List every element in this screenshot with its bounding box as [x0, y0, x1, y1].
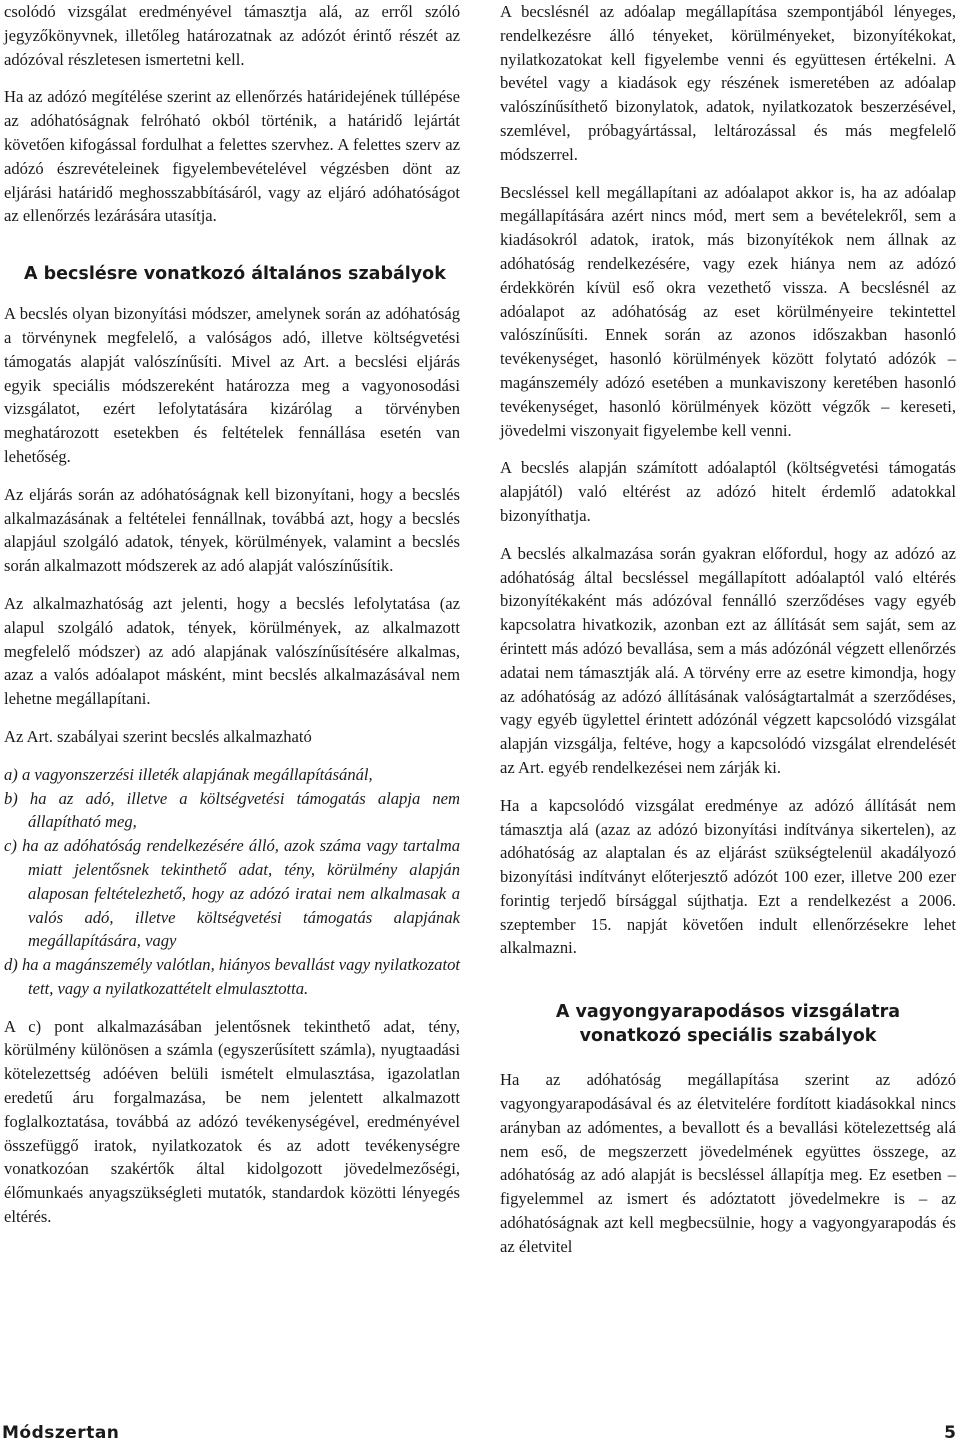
- section-heading: A becslésre vonatkozó általános szabályok: [24, 264, 446, 285]
- publication-name: Módszertan: [2, 1423, 120, 1443]
- right-column: [500, 0, 956, 1273]
- paragraph: Az Art. szabályai szerint becslés alkalmazható: [4, 726, 312, 746]
- list-item: b) ha az adó, illetve a költségvetési támogatás alapja nem állapítható meg,: [4, 788, 460, 832]
- paragraph: A becslésnél az adóalap megállapítása szempontjából lényeges, rendelkezésre álló tényeket, körülményeket, bizonyítékokat, nyilatkozatokat kell figyelembe venni és együttesen értékelni. A bevétel vagy a kiadások egy részének ismeretében az adóalap valószínűsíthető bizonylatok, adatok, nyilatkozatok beszerzésével, szemlével, próbagyártással, leltározással és más megfelelő módszerrel.: [500, 2, 956, 164]
- section-heading: [500, 1000, 956, 1048]
- paragraph: A becslés alapján számított adóalaptól (költségvetési támogatás alapjától) való eltérést az adózó hitelt érdemlő adatokkal bizonyíthatja.: [500, 458, 956, 525]
- list-item: d) ha a magánszemély valótlan, hiányos bevallást vagy nyilatkozatot tett, vagy a nyilatkozattételt elmulasztotta.: [4, 955, 460, 998]
- page-number: 5: [944, 1423, 956, 1443]
- list-item: a) a vagyonszerzési illeték alapjának megállapításánál,: [4, 764, 373, 784]
- paragraph: Az eljárás során az adóhatóságnak kell bizonyítani, hogy a becslés alkalmazásának a feltételei fennállnak, továbbá azt, hogy a becslés alapjául szolgáló adatok, tények, körülmények, valamint a becslés során alkalmazott módszerek az adó alapját valószínűsítik.: [4, 484, 460, 576]
- paragraph: A becslés olyan bizonyítási módszer, amelynek során az adóhatóság a törvénynek megfelelő, a valóságos adó, illetve költségvetési támogatás alapját valószínűsíti. Mivel az Art. a becslési eljárás egyik speciális módszereként határozza meg a vagyonosodási vizsgálatot, ezért lefolytatására kizárólag a törvényben meghatározott esetekben és feltételek fennállása esetén van lehetőség.: [4, 304, 460, 466]
- paragraph: Az alkalmazhatóság azt jelenti, hogy a becslés lefolytatása (az alapul szolgáló adatok, tények, körülmények, az alkalmazott megfelelő módszer) az adó alapjának valószínűsítésére alkalmas, azaz a valós adóalapot másként, mint becslés alkalmazásával nem lehetne megállapítani.: [4, 593, 460, 709]
- paragraph: A becslés alkalmazása során gyakran előfordul, hogy az adózó az adóhatóság által becsléssel megállapított adóalaptól való eltérés bizonyítékaként más adózóval fennálló szerződéses vagy egyéb kapcsolatra hivatkozik, azonban ezt az állítását sem saját, sem az érintett más adózó bevallása, sem a más adózónál végzett ellenőrzés adatai nem támasztják alá. A törvény erre az esetre kimondja, hogy az adóhatóság az adózó állításának valóságtartalmát a szerződéses, vagy egyéb ügylettel érintett adózónál végzett kapcsolódó vizsgálat alapján vizsgálja, feltéve, hogy a kapcsolódó vizsgálat elrendelését az Art. egyéb rendelkezései nem zárják ki.: [500, 543, 956, 777]
- heading-line: vonatkozó speciális szabályok: [579, 1026, 877, 1047]
- list-item: c) ha az adóhatóság rendelkezésére álló, azok száma vagy tartalma miatt jelentősnek tekinthető adat, tény, körülmény alapján alaposan feltételezhető, hogy az adózó iratai nem alkalmasak a valós adó, illetve költségvetési támogatás alapjának megállapítására, vagy: [4, 836, 460, 951]
- heading-line: A vagyongyarapodásos vizsgálatra: [555, 1002, 901, 1023]
- paragraph: Ha az adózó megítélése szerint az ellenőrzés határidejének túllépése az adóhatóságnak felróható okból történik, a határidő lejártát követően kifogással fordulhat a felettes szervhez. A felettes szerv az adózó észrevételeinek figyelembevételével végzésben dönt az eljárási határidő meghosszabbításáról, vagy az eljáró adóhatóságot az ellenőrzés lezárására utasítja.: [4, 87, 460, 226]
- paragraph: csolódó vizsgálat eredményével támasztja alá, az erről szóló jegyzőkönyvnek, illetőleg határozatnak az adózót érintő részét az adózóval részletesen ismertetni kell.: [4, 2, 460, 69]
- paragraph: A c) pont alkalmazásában jelentősnek tekinthető adat, tény, körülmény különösen a számla (egyszerűsített számla), nyugtaadási kötelezettség adóéven belüli ismételt elmulasztása, igazolatlan eredetű áru forgalmazása, be nem jelentett alkalmazott foglalkoztatása, továbbá az adózó tevékenységével, eredményével összefüggő iratok, nyilatkozatok és az adott tevékenységre vonatkozóan szakértők által kidolgozott jövedelmezőségi, élőmunkaés anyagszükségleti mutatók, standardok közötti lényegés eltérés.: [4, 1016, 460, 1227]
- paragraph: Ha a kapcsolódó vizsgálat eredménye az adózó állítását nem támasztja alá (azaz az adózó bizonyítási indítványa sikertelen), az adóhatóság az alaptalan és az eljárást szükségtelenül akadályozó bizonyítási indítványt előterjesztő adózót 100 ezer, illetve 200 ezer forintig terjedő bírsággal sújthatja. Ezt a rendelkezést a 2006. szeptember 15. napját követően indult ellenőrzésekre lehet alkalmazni.: [500, 795, 956, 958]
- conditions-list: [4, 763, 460, 1001]
- left-column: [4, 0, 460, 1243]
- paragraph: Becsléssel kell megállapítani az adóalapot akkor is, ha az adóalap megállapítására azért nincs mód, mert sem a bevételekről, sem a kiadásokról adatok, iratok, más bizonyítékok nem állnak az adóhatóság rendelkezésére, vagy ezek hiánya nem az adózó érdekkörén kívül eső okra vezethető vissza. A becslésnél az adóalapot az adóhatóság az eset körülményeire tekintettel valószínűsíti. Ennek során az azonos időszakban hasonló tevékenységet, hasonló körülmények között folytató adózók – magánszemély adózó esetében a munkaviszony keretében hasonló tevékenységet, hasonló körülmények között végzők – kereseti, jövedelmi viszonyait figyelembe kell venni.: [500, 182, 956, 440]
- paragraph: Ha az adóhatóság megállapítása szerint az adózó vagyongyarapodásával és az életvitelére fordított kiadásokkal nincs arányban az adómentes, a bevallott és a bevallási kötelezettség alá nem eső, de megszerzett jövedelmének együttes összege, az adóhatóság az adó alapját is becsléssel állapítja meg. Ez esetben – figyelemmel az ismert és adóztatott jövedelmekre is – az adóhatóságnak azt kell megbecsülnie, hogy a vagyongyarapodás és az életvitel: [500, 1070, 956, 1256]
